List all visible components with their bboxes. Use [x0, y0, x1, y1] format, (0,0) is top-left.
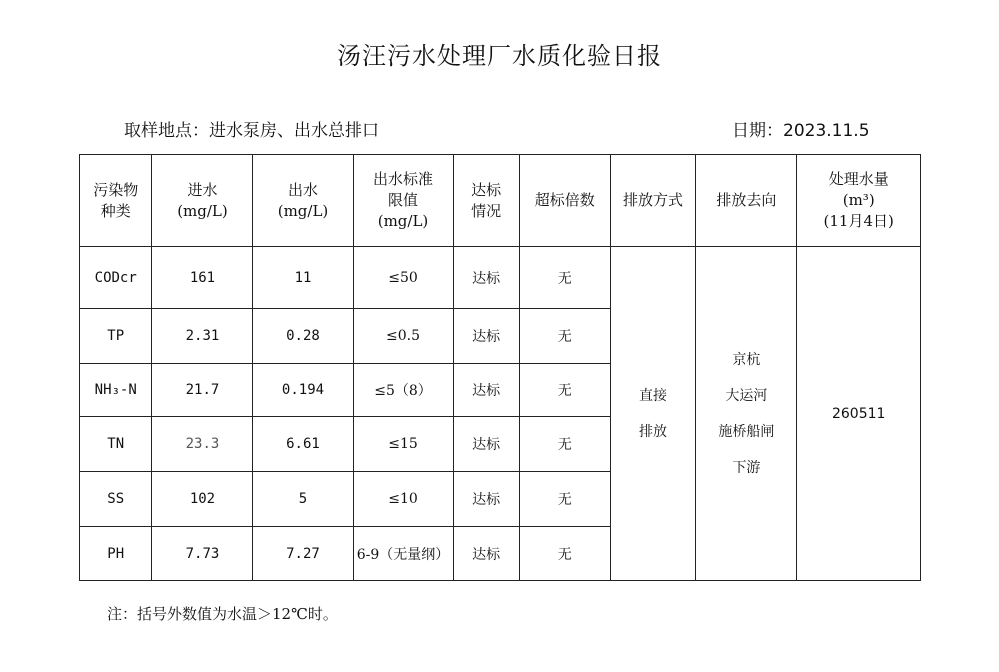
limit-cell: ≤15 — [353, 417, 453, 472]
status-cell: 达标 — [453, 472, 519, 527]
outflow-cell: 0.28 — [253, 309, 353, 364]
inflow-cell: 23.3 — [152, 417, 253, 472]
status-cell: 达标 — [453, 364, 519, 417]
header-pollutant: 污染物 种类 — [80, 155, 152, 247]
limit-cell: ≤10 — [353, 472, 453, 527]
header-treated-volume: 处理水量 (m³) (11月4日) — [797, 155, 921, 247]
header-inflow: 进水 (mg/L) — [152, 155, 253, 247]
header-discharge-destination: 排放去向 — [696, 155, 797, 247]
treated-volume-cell: 260511 — [797, 247, 921, 581]
limit-cell: 6-9（无量纲） — [353, 527, 453, 581]
table-row — [80, 247, 921, 309]
pollutant-cell: SS — [80, 472, 152, 527]
inflow-cell: 2.31 — [152, 309, 253, 364]
header-limit: 出水标准 限值 (mg/L) — [353, 155, 453, 247]
exceed-cell: 无 — [519, 364, 610, 417]
outflow-cell: 5 — [253, 472, 353, 527]
report-title: 汤汪污水处理厂水质化验日报 — [337, 42, 662, 70]
limit-cell: ≤5（8） — [353, 364, 453, 417]
inflow-cell: 21.7 — [152, 364, 253, 417]
footnote: 注：括号外数值为水温＞12℃时。 — [107, 605, 338, 623]
header-exceed: 超标倍数 — [519, 155, 610, 247]
outflow-cell: 0.194 — [253, 364, 353, 417]
status-cell: 达标 — [453, 527, 519, 581]
water-quality-table — [79, 154, 921, 581]
pollutant-cell: TP — [80, 309, 152, 364]
inflow-cell: 161 — [152, 247, 253, 309]
status-cell: 达标 — [453, 247, 519, 309]
discharge-method-cell: 直接 排放 — [610, 247, 696, 581]
exceed-cell: 无 — [519, 472, 610, 527]
exceed-cell: 无 — [519, 527, 610, 581]
status-cell: 达标 — [453, 417, 519, 472]
inflow-cell: 7.73 — [152, 527, 253, 581]
header-discharge-method: 排放方式 — [610, 155, 696, 247]
pollutant-cell: NH₃-N — [80, 364, 152, 417]
inflow-cell: 102 — [152, 472, 253, 527]
table-header-row — [80, 155, 921, 247]
pollutant-cell: TN — [80, 417, 152, 472]
sampling-location: 取样地点：进水泵房、出水总排口 — [124, 121, 379, 141]
exceed-cell: 无 — [519, 309, 610, 364]
status-cell: 达标 — [453, 309, 519, 364]
pollutant-cell: CODcr — [80, 247, 152, 309]
report-date: 日期：2023.11.5 — [732, 121, 870, 141]
exceed-cell: 无 — [519, 417, 610, 472]
limit-cell: ≤0.5 — [353, 309, 453, 364]
pollutant-cell: PH — [80, 527, 152, 581]
header-outflow: 出水 (mg/L) — [253, 155, 353, 247]
outflow-cell: 11 — [253, 247, 353, 309]
header-status: 达标 情况 — [453, 155, 519, 247]
exceed-cell: 无 — [519, 247, 610, 309]
limit-cell: ≤50 — [353, 247, 453, 309]
discharge-destination-cell: 京杭 大运河 施桥船闸 下游 — [696, 247, 797, 581]
outflow-cell: 7.27 — [253, 527, 353, 581]
outflow-cell: 6.61 — [253, 417, 353, 472]
